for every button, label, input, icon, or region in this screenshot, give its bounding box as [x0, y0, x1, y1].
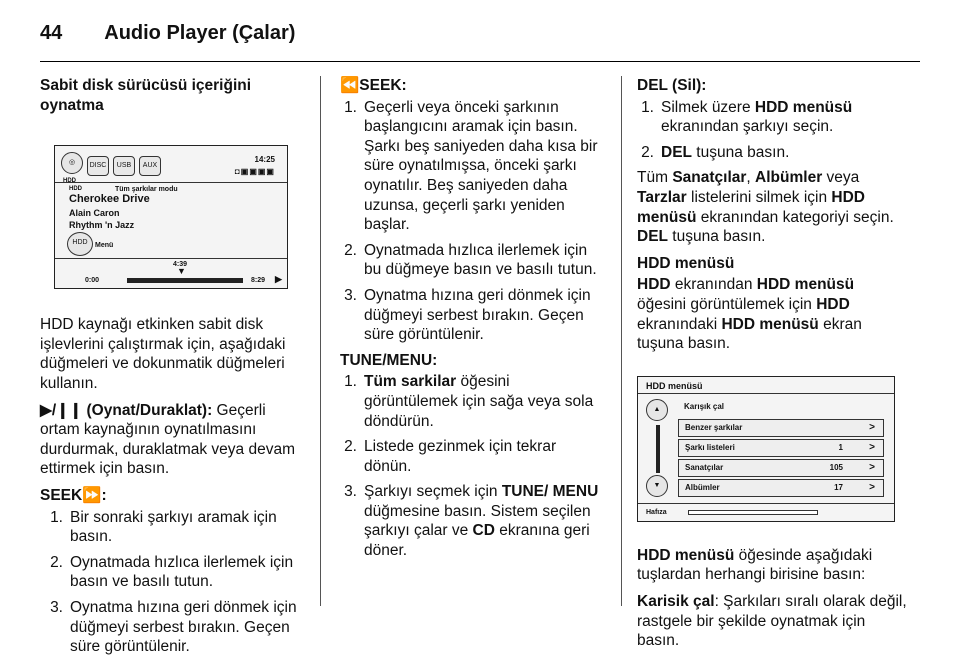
up-arrow-icon: ▲: [646, 399, 668, 421]
seek-back-label: ⏪SEEK:: [340, 77, 407, 94]
mode-label: HDD: [69, 186, 82, 193]
hdd-player-screenshot: [54, 145, 288, 289]
item-text: [364, 372, 606, 431]
memory-bar: [688, 510, 818, 515]
list-item: [340, 241, 606, 280]
item-bold: TUNE/ MENU: [501, 483, 599, 501]
list-item: [340, 286, 606, 345]
play-icon: ▶: [275, 274, 282, 285]
section-title: Sabit disk sürücüsü içeriğini oynatma: [40, 77, 252, 114]
intro-text: HDD kaynağı etkinken sabit disk işlevlerini çalıştırmak için, aşağıdaki düğmeleri ve dokunmatik düğmeleri kullanın.: [40, 316, 286, 392]
scrollbar: [656, 425, 660, 473]
item-text: Oynatma hızına geri dönmek için düğmeyi serbest bırakın. Geçen süre görüntülenir.: [364, 286, 591, 344]
column-2: [340, 76, 606, 567]
play-pause-text: [40, 401, 306, 479]
item-rest: Şarkıyı seçmek için: [364, 483, 502, 501]
elapsed-marker: 4:39: [173, 261, 188, 269]
list-item: [637, 98, 907, 137]
page-header: [40, 22, 295, 45]
mode-title: Tüm şarkılar modu: [115, 186, 178, 194]
play-pause-label: ▶/❙❙ (Oynat/Duraklat):: [40, 401, 213, 419]
hdd-label: HDD: [63, 178, 76, 185]
item-text: Bir sonraki şarkıyı aramak için basın.: [70, 508, 277, 546]
shuffle-text: Karisik çal: Şarkıları sıralı olarak değil, rastgele bir şekilde oynatmak için basın.: [637, 592, 907, 650]
item-number: 2.: [344, 438, 357, 456]
header-rule: [40, 61, 920, 62]
item-number: 1.: [344, 373, 357, 391]
item-number: 3.: [50, 598, 63, 616]
hdd-menu-heading: HDD menüsü: [637, 254, 735, 272]
track-title: Cherokee Drive: [69, 193, 150, 206]
memory-label: Hafıza: [646, 508, 667, 516]
column-3: [637, 76, 907, 658]
screen-divider: [638, 393, 894, 394]
page-number: 44: [40, 22, 63, 44]
progress-bar: [127, 278, 243, 283]
item-bold: CD: [472, 522, 495, 540]
hdd-menu-screenshot: [637, 376, 895, 522]
seek-forward-list: [40, 508, 306, 657]
tune-menu-list: [340, 372, 606, 560]
list-item: [637, 143, 907, 163]
item-text: Geçerli veya önceki şarkının başlangıcını aramak için basın. Şarkı beş saniyeden daha kısa bir süre oynatılmışsa, önceki şarkı oynatılır. Beş saniyeden daha uzunsa, geçerli şarkı yeniden başlar.: [364, 98, 598, 234]
item-number: 2.: [641, 143, 654, 161]
disc-button: DISC: [87, 156, 109, 176]
screen-divider: [55, 258, 287, 259]
end-time: 8:29: [251, 277, 266, 285]
del-list: [637, 98, 907, 163]
tune-menu-label: TUNE/MENU:: [340, 351, 438, 369]
status-icons: ◘▣▣▣▣: [234, 167, 275, 177]
menu-row: Albümler 17 >: [678, 479, 884, 497]
item-rest: düğmesine basın. Sistem seçilen şarkıyı çalar ve: [364, 502, 591, 540]
menu-label: Menü: [95, 242, 114, 250]
list-item: [340, 372, 606, 431]
item-number: 3.: [344, 483, 357, 501]
disc-source-icon: ◎: [61, 152, 83, 174]
item-number: 1.: [50, 508, 63, 526]
list-item: [340, 98, 606, 235]
item-text: Oynatmada hızlıca ilerlemek için bu düğmeye basın ve basılı tutun.: [364, 241, 597, 279]
down-arrow-icon: ▼: [646, 475, 668, 497]
column-1: [40, 76, 306, 663]
list-item: [340, 437, 606, 476]
item-number: 2.: [50, 553, 63, 571]
column-divider: [320, 76, 321, 606]
delete-categories-text: Tüm Sanatçılar, Albümler veya Tarzlar listelerini silmek için HDD menüsü ekranından kategoriyi seçin. DEL tuşuna basın.: [637, 169, 894, 246]
screen-title: HDD menüsü: [646, 380, 703, 391]
list-item: [340, 482, 606, 560]
list-item: [40, 598, 306, 657]
item-text: DEL tuşuna basın.: [661, 143, 790, 161]
menu-row: Şarkı listeleri 1 >: [678, 439, 884, 457]
start-time: 0:00: [85, 277, 100, 285]
artist-name: Alain Caron: [69, 208, 120, 219]
item-rest: ekranına geri döner.: [364, 522, 590, 560]
item-number: 2.: [344, 241, 357, 259]
item-text: Listede gezinmek için tekrar dönün.: [364, 438, 557, 475]
item-text: Silmek üzere HDD menüsü ekranından şarkıyı seçin.: [661, 98, 853, 136]
item-number: 1.: [641, 98, 654, 116]
item-rest: öğesini görüntülemek için sağa veya sola döndürün.: [364, 373, 594, 430]
usb-button: USB: [113, 156, 135, 176]
menu-row: Sanatçılar 105 >: [678, 459, 884, 477]
menu-row: Karışık çal: [684, 401, 725, 411]
position-marker-icon: ▼: [177, 266, 186, 277]
item-text: Oynatma hızına geri dönmek için düğmeyi serbest bırakın. Geçen süre görüntülenir.: [70, 598, 297, 656]
item-number: 1.: [344, 98, 357, 116]
list-item: [40, 508, 306, 547]
hdd-menu-instructions: HDD menüsü öğesinde aşağıdaki tuşlardan herhangi birisine basın:: [637, 546, 873, 584]
del-label: DEL (Sil):: [637, 77, 707, 94]
list-item: [40, 553, 306, 592]
item-text: Oynatmada hızlıca ilerlemek için basın ve basılı tutun.: [70, 553, 294, 591]
album-name: Rhythm 'n Jazz: [69, 220, 135, 231]
aux-button: AUX: [139, 156, 161, 176]
item-text: [364, 482, 606, 560]
play-pause-desc: Geçerli ortam kaynağının oynatılmasını durdurmak, duraklatmak veya devam ettirmek için basın.: [40, 401, 296, 478]
screen-divider: [55, 182, 287, 183]
clock: 14:25: [254, 155, 275, 165]
hdd-round-button: HDD: [67, 232, 93, 256]
seek-back-list: [340, 98, 606, 345]
page-title: Audio Player (Çalar): [104, 22, 296, 44]
screen-divider: [638, 503, 894, 504]
item-bold: Tüm sarkilar: [364, 373, 457, 391]
item-number: 3.: [344, 286, 357, 304]
seek-forward-label: SEEK⏩:: [40, 486, 107, 504]
menu-row: Benzer şarkılar >: [678, 419, 884, 437]
column-divider: [621, 76, 622, 606]
hdd-menu-text: HDD ekranından HDD menüsü öğesini görüntülemek için HDD ekranındaki HDD menüsü ekran tuşuna basın.: [637, 276, 862, 353]
